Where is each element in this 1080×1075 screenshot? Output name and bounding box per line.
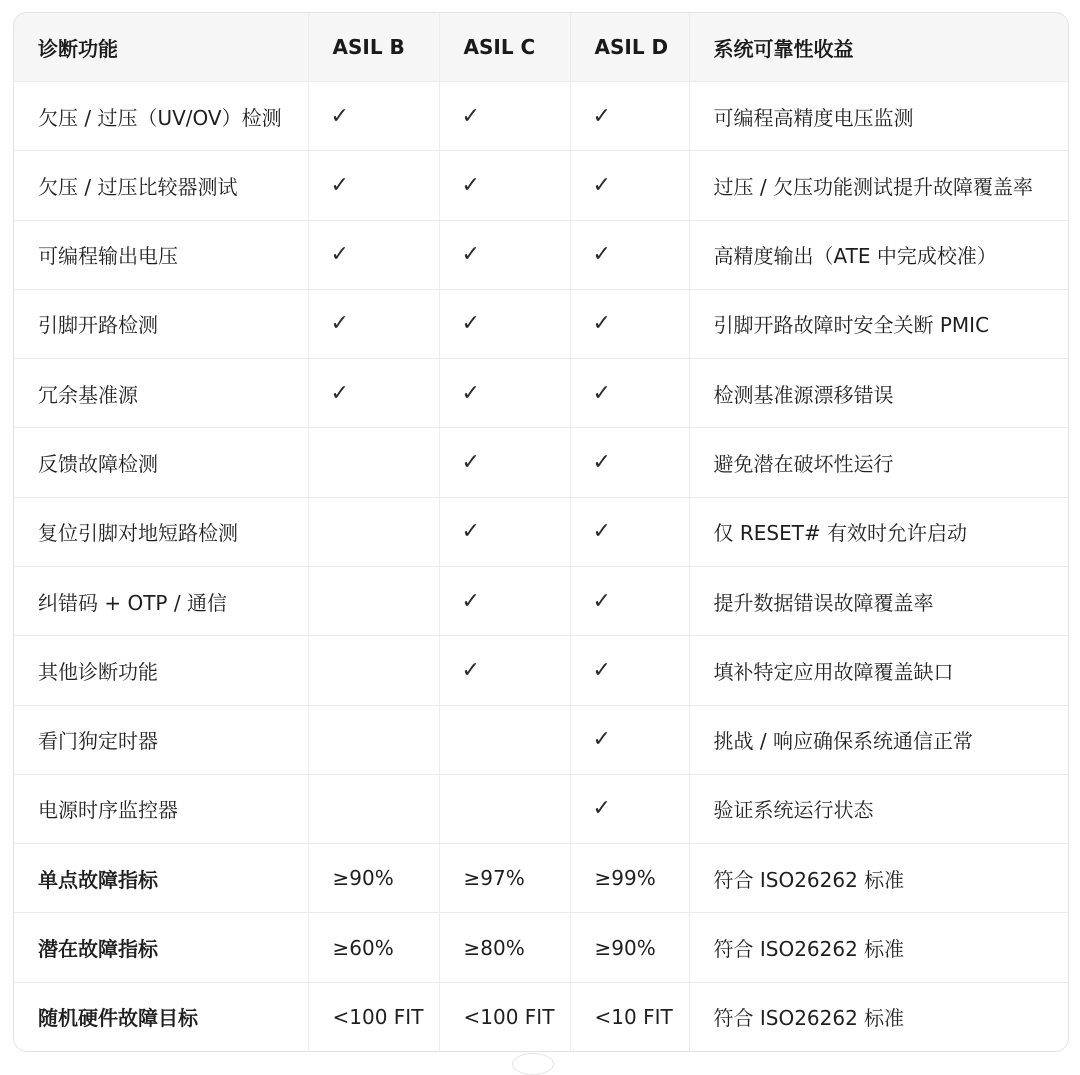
benefit-cell: 可编程高精度电压监测 [689, 82, 1068, 151]
asil-d-check-icon: ✓ [570, 359, 689, 428]
asil-b-check-icon [308, 566, 439, 635]
feature-cell: 纠错码 + OTP / 通信 [14, 566, 308, 635]
diagnostic-table-card [13, 12, 1069, 1052]
benefit-cell: 符合 ISO26262 标准 [689, 913, 1068, 982]
feature-cell: 看门狗定时器 [14, 705, 308, 774]
table-row [14, 566, 1068, 635]
asil-d-metric-value: <10 FIT [570, 982, 689, 1051]
asil-d-check-icon: ✓ [570, 289, 689, 358]
benefit-cell: 符合 ISO26262 标准 [689, 844, 1068, 913]
feature-cell: 引脚开路检测 [14, 289, 308, 358]
table-row [14, 289, 1068, 358]
feature-cell: 复位引脚对地短路检测 [14, 497, 308, 566]
asil-d-check-icon: ✓ [570, 636, 689, 705]
asil-d-check-icon: ✓ [570, 774, 689, 843]
table-row [14, 220, 1068, 289]
asil-d-check-icon: ✓ [570, 151, 689, 220]
benefit-cell: 引脚开路故障时安全关断 PMIC [689, 289, 1068, 358]
asil-d-check-icon: ✓ [570, 497, 689, 566]
asil-b-check-icon [308, 497, 439, 566]
header-asil-c: ASIL C [439, 13, 570, 82]
asil-d-check-icon: ✓ [570, 220, 689, 289]
table-row [14, 359, 1068, 428]
asil-b-check-icon: ✓ [308, 151, 439, 220]
asil-c-check-icon: ✓ [439, 82, 570, 151]
benefit-cell: 提升数据错误故障覆盖率 [689, 566, 1068, 635]
asil-d-metric-value: ≥90% [570, 913, 689, 982]
asil-c-check-icon: ✓ [439, 428, 570, 497]
asil-b-check-icon: ✓ [308, 82, 439, 151]
table-row [14, 428, 1068, 497]
benefit-cell: 符合 ISO26262 标准 [713, 1006, 905, 1031]
asil-c-check-icon: ✓ [439, 359, 570, 428]
asil-b-check-icon: ✓ [308, 359, 439, 428]
asil-b-metric-value: ≥90% [308, 844, 439, 913]
metric-row [14, 844, 1068, 913]
benefit-cell: 过压 / 欠压功能测试提升故障覆盖率 [689, 151, 1068, 220]
table-row [14, 705, 1068, 774]
asil-b-check-icon: ✓ [308, 220, 439, 289]
benefit-cell: 避免潜在破坏性运行 [689, 428, 1068, 497]
asil-d-check-icon: ✓ [570, 705, 689, 774]
header-asil-d: ASIL D [570, 13, 689, 82]
table-body [14, 82, 1068, 1052]
benefit-cell: 高精度输出（ATE 中完成校准） [689, 220, 1068, 289]
asil-c-check-icon: ✓ [439, 220, 570, 289]
asil-b-metric-value: <100 FIT [308, 982, 439, 1051]
header-asil-b: ASIL B [308, 13, 439, 82]
table-row [14, 774, 1068, 843]
feature-cell: 其他诊断功能 [14, 636, 308, 705]
metric-name-cell: 潜在故障指标 [14, 913, 308, 982]
asil-c-check-icon [439, 705, 570, 774]
asil-c-check-icon: ✓ [439, 151, 570, 220]
asil-c-check-icon: ✓ [439, 636, 570, 705]
feature-cell: 反馈故障检测 [14, 428, 308, 497]
feature-cell: 欠压 / 过压比较器测试 [14, 151, 308, 220]
table-row [14, 151, 1068, 220]
metric-row [14, 982, 1068, 1051]
table-row [14, 82, 1068, 151]
scroll-down-handle[interactable] [512, 1053, 554, 1075]
benefit-cell: 挑战 / 响应确保系统通信正常 [689, 705, 1068, 774]
metric-name-cell: 单点故障指标 [14, 844, 308, 913]
metric-name-cell: 随机硬件故障目标 [14, 982, 308, 1051]
feature-cell: 可编程输出电压 [14, 220, 308, 289]
asil-b-check-icon [308, 636, 439, 705]
asil-d-check-icon: ✓ [570, 566, 689, 635]
asil-c-metric-value: <100 FIT [439, 982, 570, 1051]
asil-c-check-icon [439, 774, 570, 843]
asil-c-check-icon: ✓ [439, 566, 570, 635]
feature-cell: 冗余基准源 [14, 359, 308, 428]
table-row [14, 636, 1068, 705]
asil-b-metric-value: ≥60% [308, 913, 439, 982]
benefit-cell: 检测基准源漂移错误 [689, 359, 1068, 428]
asil-diagnostic-table [14, 13, 1068, 1051]
feature-cell: 电源时序监控器 [14, 774, 308, 843]
asil-c-check-icon: ✓ [439, 497, 570, 566]
table-header [14, 13, 1068, 82]
asil-c-metric-value: ≥97% [439, 844, 570, 913]
asil-d-check-icon: ✓ [570, 428, 689, 497]
asil-b-check-icon [308, 428, 439, 497]
benefit-cell: 填补特定应用故障覆盖缺口 [689, 636, 1068, 705]
benefit-cell: 仅 RESET# 有效时允许启动 [689, 497, 1068, 566]
asil-b-check-icon: ✓ [308, 289, 439, 358]
table-row [14, 497, 1068, 566]
asil-b-check-icon [308, 774, 439, 843]
feature-cell: 欠压 / 过压（UV/OV）检测 [14, 82, 308, 151]
asil-b-check-icon [308, 705, 439, 774]
asil-d-metric-value: ≥99% [570, 844, 689, 913]
asil-c-metric-value: ≥80% [439, 913, 570, 982]
metric-row [14, 913, 1068, 982]
asil-d-check-icon: ✓ [570, 82, 689, 151]
header-reliability-benefit: 系统可靠性收益 [689, 13, 1068, 82]
header-row [14, 13, 1068, 82]
benefit-cell: 验证系统运行状态 [689, 774, 1068, 843]
asil-c-check-icon: ✓ [439, 289, 570, 358]
header-diagnostic-function: 诊断功能 [14, 13, 308, 82]
